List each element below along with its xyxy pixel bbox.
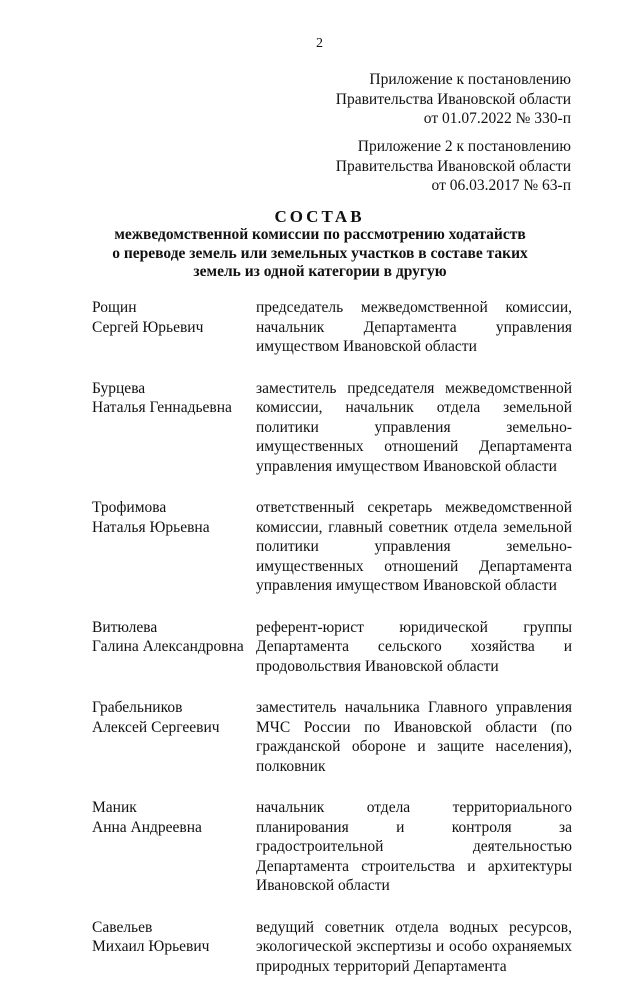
member-list (92, 298, 572, 998)
member-role: председатель межведомственной комиссии, начальник Департамента управления имуществом Ивановской области (256, 299, 572, 355)
annex-line: Приложение 2 к постановлению (357, 138, 571, 155)
member-name (92, 698, 252, 776)
member-surname: Савельев (92, 918, 153, 936)
member-surname: Трофимова (92, 499, 167, 516)
member-surname: Витюлева (92, 618, 158, 636)
member-surname: Маник (92, 799, 137, 816)
annex-line: от 01.07.2022 № 330-п (423, 110, 571, 127)
member-name (92, 379, 252, 477)
annex-header-original (336, 137, 571, 196)
member-row (92, 498, 572, 596)
annex-header-current (336, 70, 571, 129)
member-given-names: Наталья Юрьевна (92, 518, 210, 536)
member-name (92, 498, 252, 596)
member-role: референт-юрист юридической группы Департамента сельского хозяйства и продовольствия Ивановской области (256, 618, 572, 675)
annex-line: Правительства Ивановской области (335, 90, 571, 108)
member-given-names: Сергей Юрьевич (92, 318, 204, 336)
member-given-names: Галина Александровна (92, 638, 244, 655)
annex-line: от 06.03.2017 № 63-п (431, 177, 571, 194)
member-row (92, 698, 572, 776)
member-row (92, 618, 572, 677)
member-name (92, 798, 252, 896)
member-name (92, 918, 252, 977)
member-name (92, 618, 252, 677)
annex-line: Правительства Ивановской области (335, 157, 571, 175)
member-surname: Рощин (92, 299, 137, 316)
member-given-names: Анна Андреевна (92, 818, 202, 836)
member-surname: Грабельников (92, 699, 183, 716)
member-row (92, 918, 572, 977)
page-number: 2 (316, 36, 323, 51)
member-row (92, 798, 572, 896)
member-given-names: Михаил Юрьевич (92, 938, 210, 955)
document-subtitle: межведомственной комиссии по рассмотрению ходатайств о переводе земель или земельных участков в составе таких земель из одной категории в другую (112, 226, 528, 280)
member-given-names: Алексей Сергеевич (92, 718, 220, 736)
member-row (92, 379, 572, 477)
member-given-names: Наталья Геннадьевна (92, 399, 232, 416)
member-role: заместитель начальника Главного управления МЧС России по Ивановской области (по гражданской обороне и защите населения), полковник (256, 699, 572, 775)
annex-line: Приложение к постановлению (369, 71, 571, 88)
member-name (92, 298, 252, 357)
member-role: заместитель председателя межведомственной комиссии, начальник отдела земельной политики управления земельно-имущественных отношений Департамента управления имуществом Ивановской области (256, 379, 572, 475)
document-title: СОСТАВ (274, 207, 365, 226)
member-role: начальник отдела территориального планирования и контроля за градостроительной деятельностью Департамента строительства и архитектуры Ивановской области (256, 799, 572, 894)
member-surname: Бурцева (92, 379, 146, 397)
member-role: ведущий советник отдела водных ресурсов, экологической экспертизы и особо охраняемых природных территорий Департамента (256, 918, 572, 975)
member-row (92, 298, 572, 357)
member-role: ответственный секретарь межведомственной комиссии, главный советник отдела земельной политики управления земельно-имущественных отношений Департамента управления имуществом Ивановской области (256, 499, 572, 594)
